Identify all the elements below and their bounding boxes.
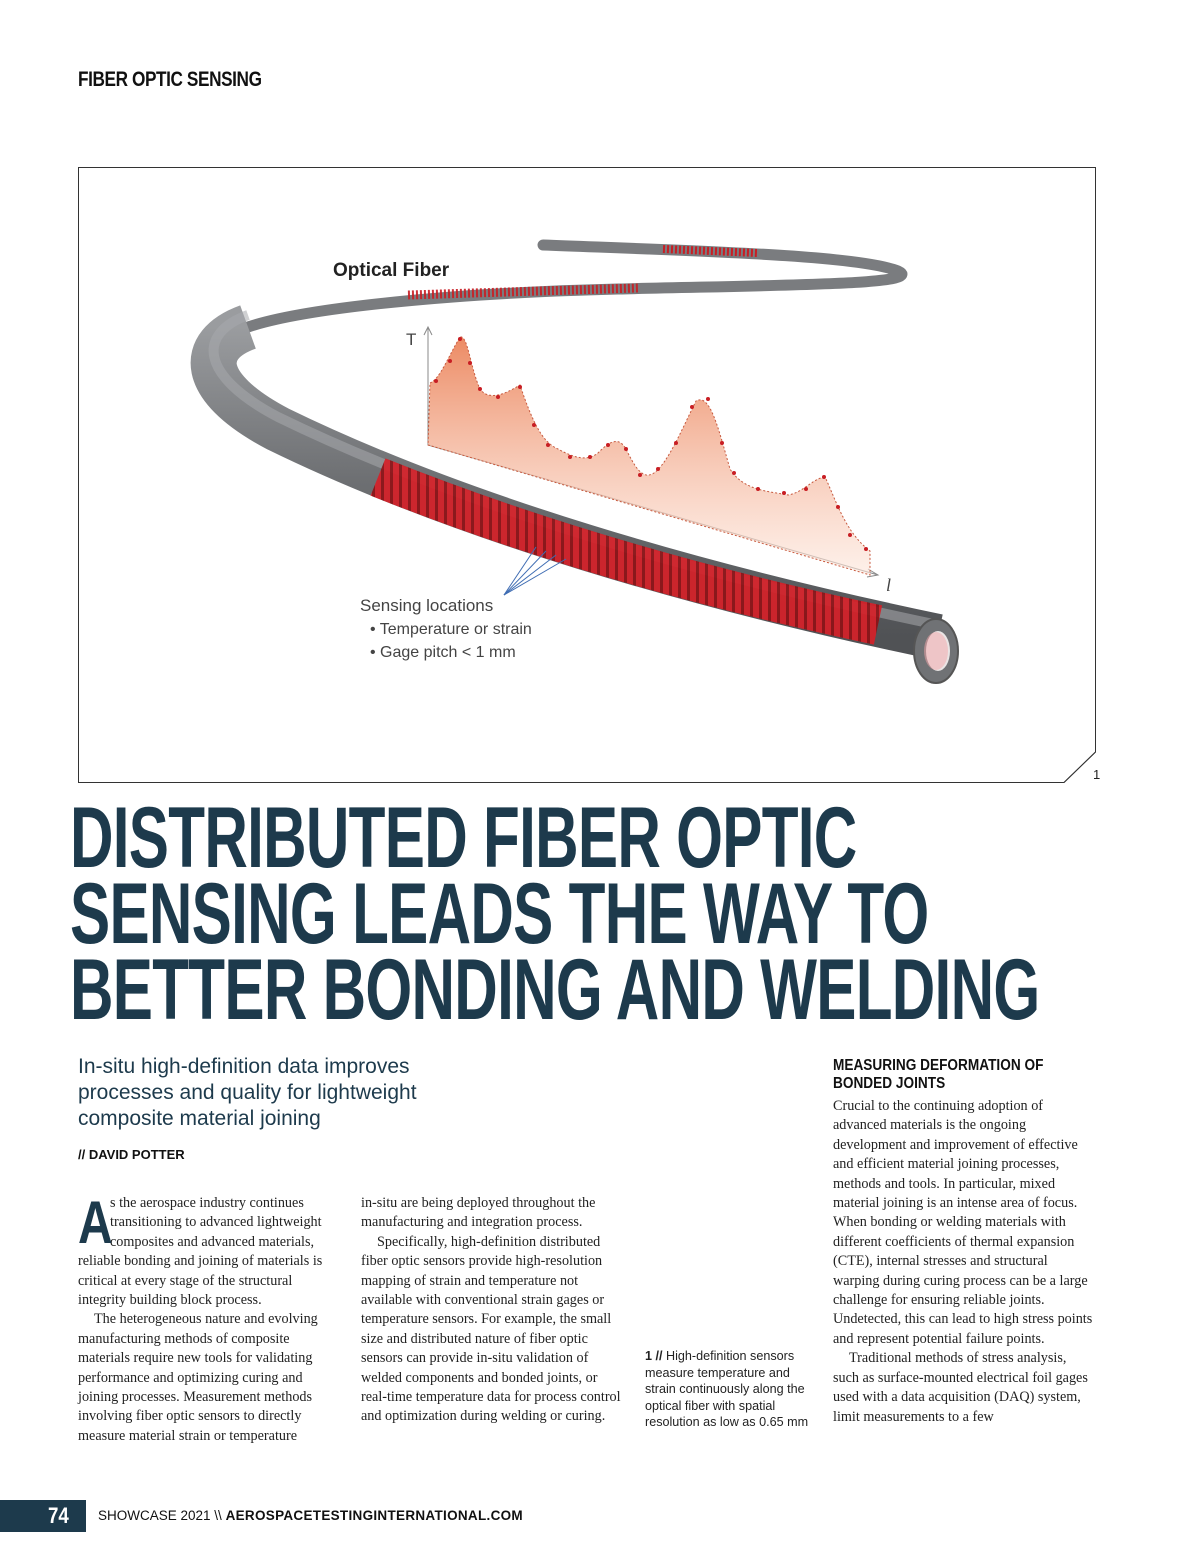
footer-website[interactable]: AEROSPACETESTINGINTERNATIONAL.COM bbox=[225, 1508, 523, 1523]
caption-text: High-definition sensors measure temperature and strain continuously along the optical fiber with spatial resolution as low as 0.65 mm bbox=[645, 1349, 809, 1429]
t-axis-label: T bbox=[406, 330, 417, 349]
section-subhead: MEASURING DEFORMATION OF BONDED JOINTS bbox=[833, 1057, 1044, 1092]
fiber-illustration bbox=[78, 167, 1096, 783]
headline bbox=[70, 790, 1040, 1038]
headline-line: SENSING LEADS THE WAY TO bbox=[70, 866, 929, 962]
footer-showcase: SHOWCASE 2021 \\ bbox=[98, 1508, 222, 1523]
article-column-2 bbox=[361, 1194, 623, 1427]
sensing-bullet-1: • Temperature or strain bbox=[370, 621, 532, 638]
deck: In-situ high-definition data improves processes and quality for lightweight composite material joining bbox=[78, 1055, 417, 1130]
byline: // DAVID POTTER bbox=[78, 1147, 185, 1162]
footer-text bbox=[98, 1508, 523, 1523]
paragraph: Crucial to the continuing adoption of advanced materials is the ongoing development and improvement of effective and efficient material joining processes, methods and tools. In particular, mixed material joining is an intense area of focus. When bonding or welding materials with different coefficients of thermal expansion (CTE), internal stresses and structural warping during curing process can be a large challenge for ensuring reliable joints. Undetected, this can lead to high stress points and represent potential failure points. bbox=[833, 1098, 1093, 1347]
page-number: 74 bbox=[48, 1503, 69, 1528]
article-column-1 bbox=[78, 1189, 340, 1446]
figure-number: 1 bbox=[1093, 767, 1101, 782]
optical-fiber-label: Optical Fiber bbox=[333, 260, 450, 281]
sensing-bullet-2: • Gage pitch < 1 mm bbox=[370, 644, 516, 661]
caption-number: 1 // bbox=[645, 1349, 663, 1363]
sensing-locations-label: Sensing locations bbox=[360, 596, 494, 615]
headline-line: DISTRIBUTED FIBER OPTIC bbox=[70, 790, 857, 886]
figure-1 bbox=[78, 167, 1096, 783]
headline-line: BETTER BONDING AND WELDING bbox=[70, 942, 1040, 1038]
section-label: FIBER OPTIC SENSING bbox=[78, 68, 262, 91]
paragraph: in-situ are being deployed throughout the manufacturing and integration process. bbox=[361, 1195, 596, 1231]
paragraph: s the aerospace industry continues transitioning to advanced lightweight composites and advanced materials, reliable bonding and joining of materials is critical at every stage of the structural integrity building block process. bbox=[78, 1195, 323, 1309]
figure-caption bbox=[645, 1348, 817, 1431]
paragraph: The heterogeneous nature and evolving manufacturing methods of composite materials require new tools for validating performance and optimizing curing and joining processes. Measurement methods involving fiber optic sensors to directly measure material strain or temperature bbox=[78, 1311, 318, 1444]
l-axis-label: l bbox=[886, 575, 892, 595]
dropcap: A bbox=[78, 1189, 113, 1256]
paragraph: Traditional methods of stress analysis, such as surface-mounted electrical foil gages used with a data acquisition (DAQ) system, limit measurements to a few bbox=[833, 1350, 1088, 1425]
footer-tab bbox=[0, 1500, 86, 1532]
article-column-4 bbox=[833, 1097, 1095, 1427]
paragraph: Specifically, high-definition distributed fiber optic sensors provide high-resolution mapping of strain and temperature not available with conventional strain gages or temperature sensors. For example, the small size and distributed nature of fiber optic sensors can provide in-situ validation of welded components and bonded joints, or real-time temperature data for process control and optimization during welding or curing. bbox=[361, 1233, 621, 1425]
